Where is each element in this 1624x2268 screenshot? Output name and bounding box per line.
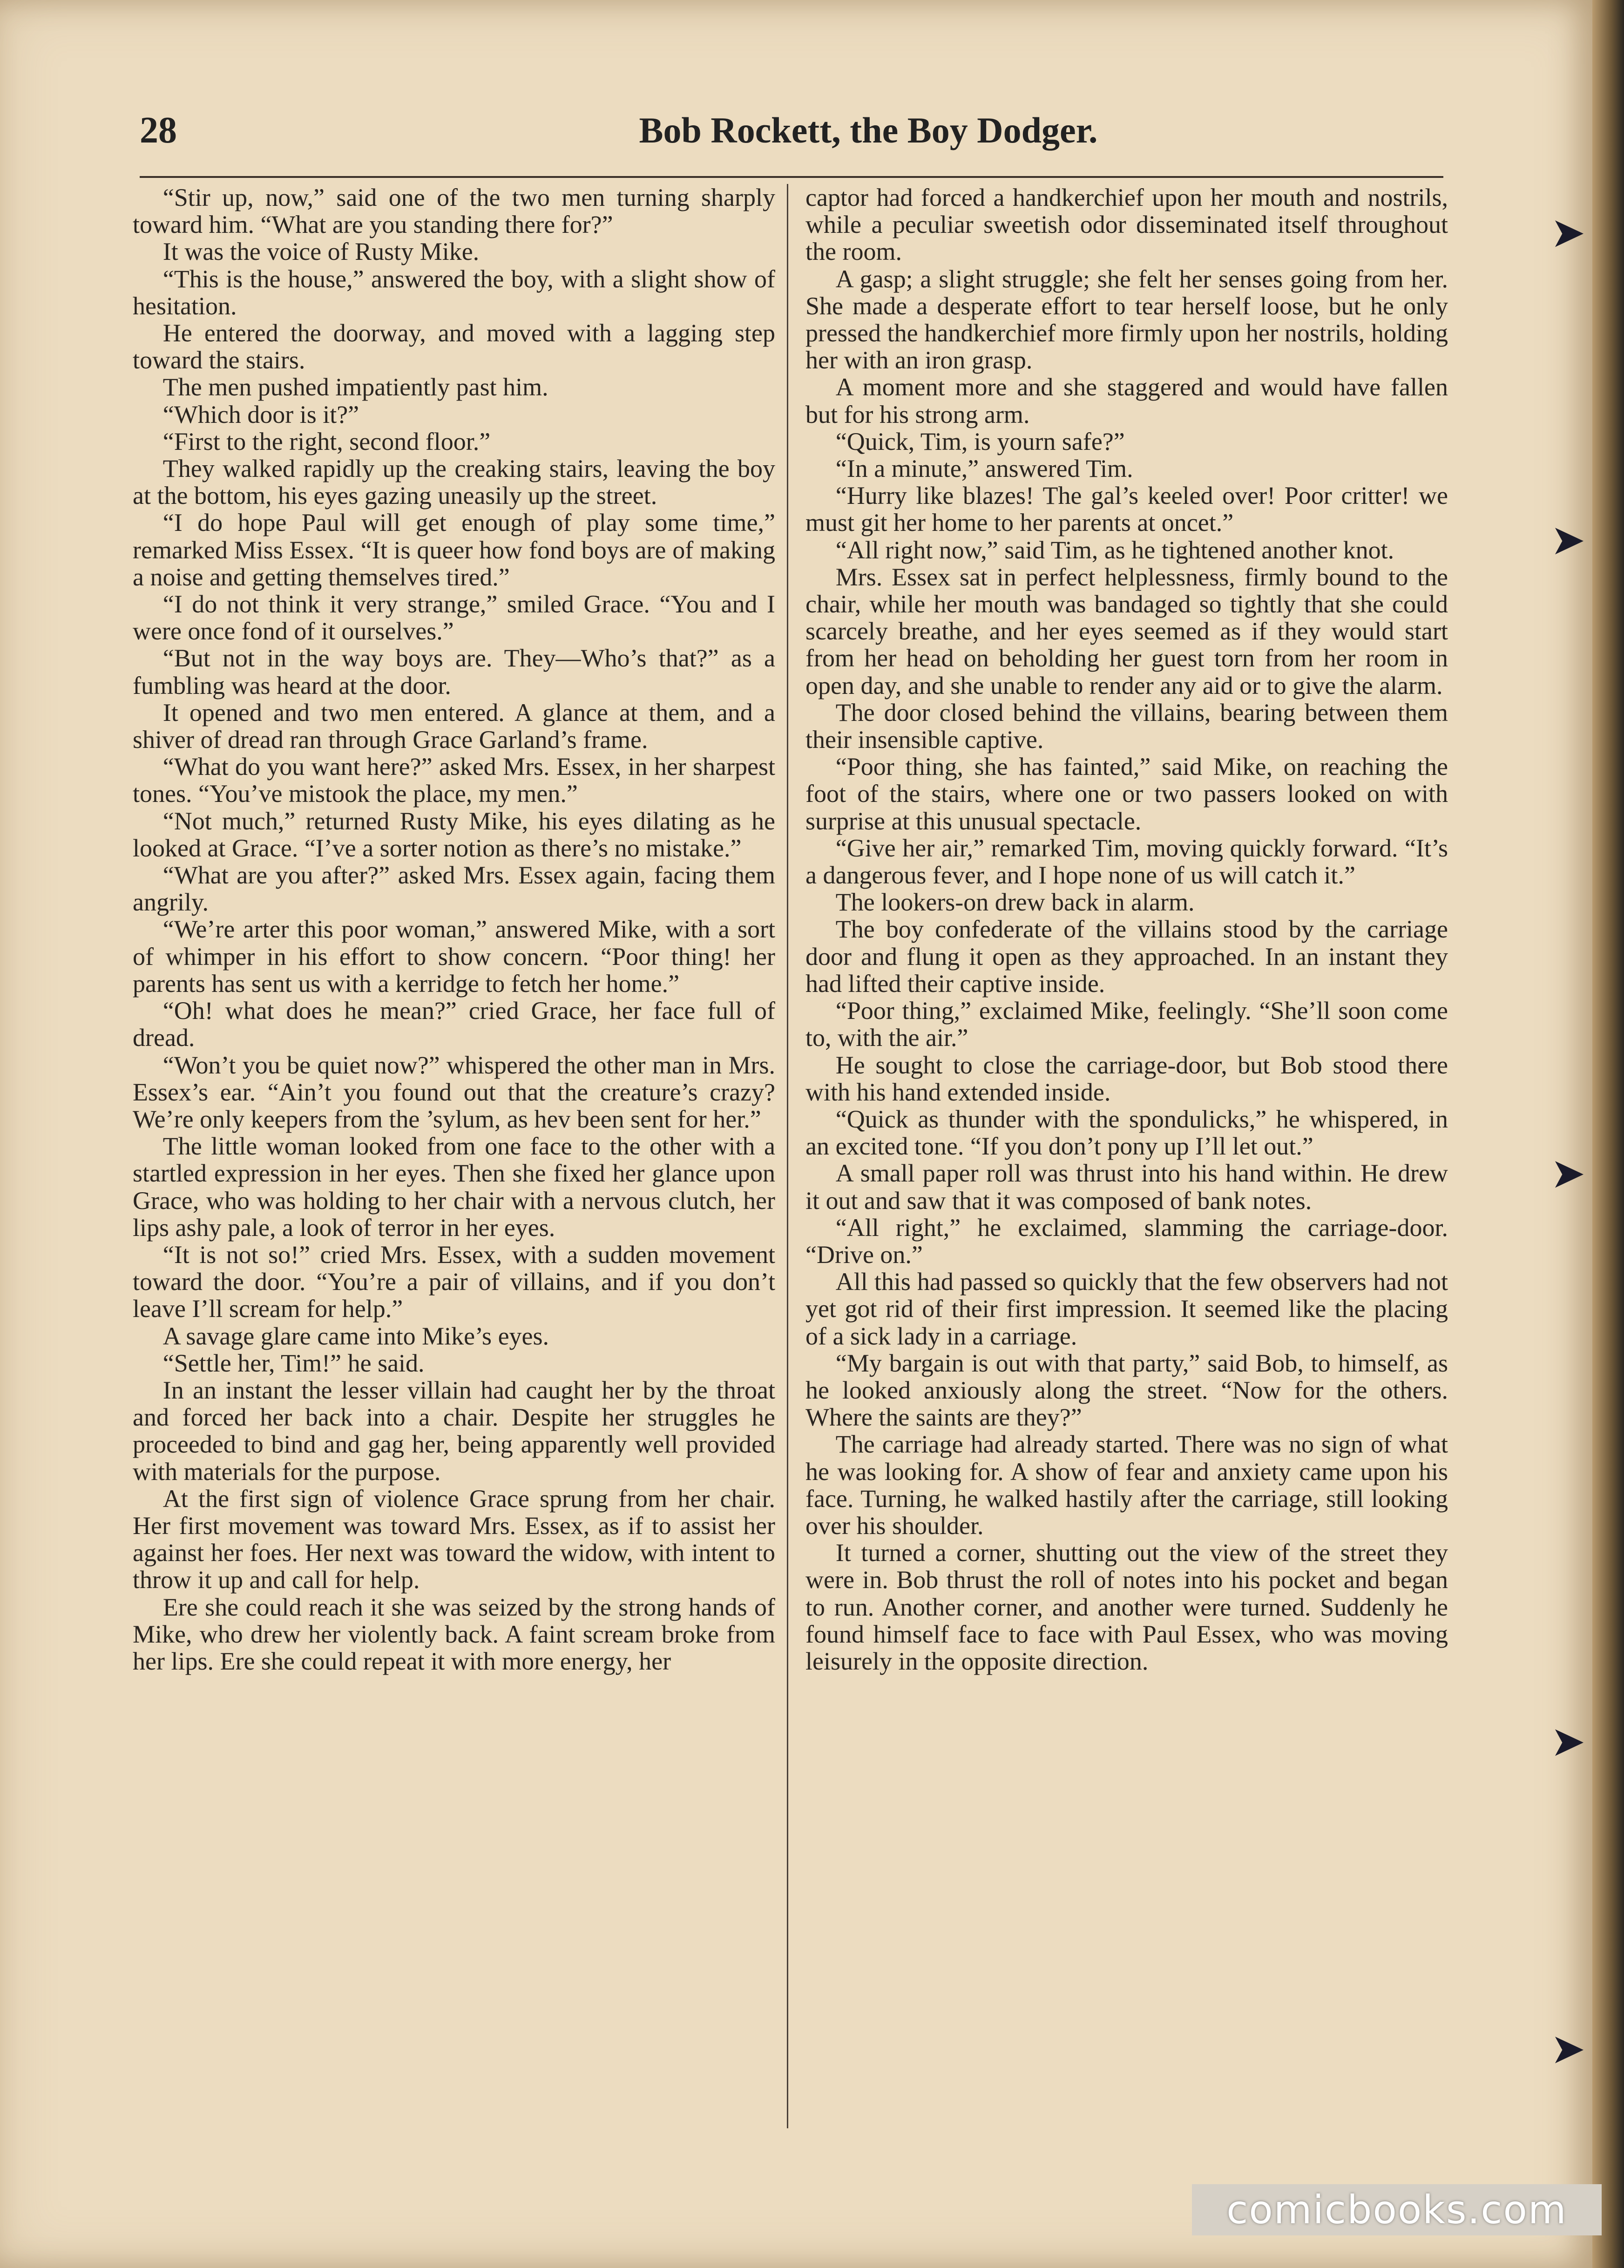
paragraph: It opened and two men entered. A glance at them, and a shiver of dread ran through Grace Garland’s frame. (133, 698, 775, 754)
paragraph: “Hurry like blazes! The gal’s keeled over! Poor critter! we must git her home to her parents at oncet.” (805, 482, 1448, 537)
page-number: 28 (140, 110, 177, 151)
paragraph: It turned a corner, shutting out the view of the street they were in. Bob thrust the roll of notes into his pocket and began to run. Another corner, and another were turned. Suddenly he found himself face to face with Paul Essex, who was moving leisurely in the opposite direction. (805, 1539, 1448, 1675)
paragraph: Mrs. Essex sat in perfect helplessness, firmly bound to the chair, while her mouth was bandaged so tightly that she could scarcely breathe, and her eyes seemed as if they would start from her head on beholding her guest torn from her room in open day, and she unable to render any aid or to give the alarm. (805, 563, 1448, 699)
paragraph: The little woman looked from one face to the other with a startled expression in her eyes. Then she fixed her glance upon Grace, who was holding to her chair with a nervous clutch, her lips ashy pale, a look of terror in her eyes. (133, 1132, 775, 1242)
paragraph: The carriage had already started. There was no sign of what he was looking for. A show of fear and anxiety came upon his face. Turning, he walked hastily after the carriage, still looking over his shoulder. (805, 1430, 1448, 1540)
paragraph: “Quick as thunder with the spondulicks,” he whispered, in an excited tone. “If you don’t pony up I’ll let out.” (805, 1105, 1448, 1161)
paragraph: They walked rapidly up the creaking stairs, leaving the boy at the bottom, his eyes gazing uneasily up the street. (133, 455, 775, 510)
paragraph: In an instant the lesser villain had caught her by the throat and forced her back into a chair. Despite her struggles he proceeded to bind and gag her, being apparently well provided with materials for the purpose. (133, 1376, 775, 1486)
column-divider (787, 184, 788, 2128)
paragraph: A gasp; a slight struggle; she felt her senses going from her. She made a desperate effort to tear herself loose, but he only pressed the handkerchief more firmly upon her nostrils, holding her with an iron grasp. (805, 265, 1448, 374)
paragraph: A savage glare came into Mike’s eyes. (162, 1322, 549, 1350)
paragraph: The lookers-on drew back in alarm. (835, 888, 1195, 917)
binding-stitch-icon: ➤ (1550, 208, 1586, 257)
paragraph: The boy confederate of the villains stood by the carriage door and flung it open as they approached. In an instant they had lifted their captive inside. (805, 915, 1448, 998)
paragraph: “What do you want here?” asked Mrs. Essex, in her sharpest tones. “You’ve mistook the place, my men.” (133, 753, 775, 808)
paragraph: A small paper roll was thrust into his hand within. He drew it out and saw that it was composed of bank notes. (805, 1159, 1448, 1215)
paragraph: “Stir up, now,” said one of the two men turning sharply toward him. “What are you standing there for?” (133, 183, 775, 239)
running-title: Bob Rockett, the Boy Dodger. (639, 110, 1098, 150)
left-column (133, 184, 775, 1675)
paragraph: A moment more and she staggered and would have fallen but for his strong arm. (805, 373, 1448, 428)
paragraph: “All right,” he exclaimed, slamming the carriage-door. “Drive on.” (805, 1213, 1448, 1269)
binding-spine (1592, 0, 1624, 2268)
paragraph: “What are you after?” asked Mrs. Essex again, facing them angrily. (133, 861, 775, 917)
paragraph: “First to the right, second floor.” (162, 427, 491, 455)
paragraph: “In a minute,” answered Tim. (835, 455, 1133, 483)
paragraph: “All right now,” said Tim, as he tightened another knot. (835, 536, 1394, 564)
paragraph: At the first sign of violence Grace sprung from her chair. Her first movement was toward Mrs. Essex, as if to assist her against her foes. Her next was toward the widow, with intent to throw it up and call for help. (133, 1484, 775, 1594)
paragraph: “Quick, Tim, is yourn safe?” (835, 427, 1125, 455)
paragraph: “My bargain is out with that party,” said Bob, to himself, as he looked anxiously along the street. “Now for the others. Where the saints are they?” (805, 1349, 1448, 1432)
running-header (140, 109, 1443, 170)
paragraph: It was the voice of Rusty Mike. (162, 238, 480, 266)
paragraph: “Poor thing, she has fainted,” said Mike, on reaching the foot of the stairs, where one or two passers looked on with surprise at this unusual spectacle. (805, 753, 1448, 835)
binding-stitch-icon: ➤ (1550, 516, 1586, 564)
watermark: comicbooks.com (1192, 2184, 1602, 2235)
paragraph: “I do not think it very strange,” smiled Grace. “You and I were once fond of it ourselves.” (133, 590, 775, 645)
header-rule (140, 176, 1443, 178)
paragraph: “This is the house,” answered the boy, with a slight show of hesitation. (133, 265, 775, 320)
binding-stitch-icon: ➤ (1550, 2024, 1586, 2073)
paragraph: “But not in the way boys are. They—Who’s that?” as a fumbling was heard at the door. (133, 644, 775, 699)
binding-stitch-icon: ➤ (1550, 1149, 1586, 1198)
right-column (805, 184, 1448, 1675)
paragraph: “Poor thing,” exclaimed Mike, feelingly. “She’ll soon come to, with the air.” (805, 997, 1448, 1052)
paragraph: Ere she could reach it she was seized by the strong hands of Mike, who drew her violently back. A faint scream broke from her lips. Ere she could repeat it with more energy, her (133, 1593, 775, 1675)
binding-stitch-icon: ➤ (1550, 1717, 1586, 1766)
paragraph: “Not much,” returned Rusty Mike, his eyes dilating as he looked at Grace. “I’ve a sorter notion as there’s no mistake.” (133, 807, 775, 862)
paragraph: “Settle her, Tim!” he said. (162, 1349, 425, 1377)
paragraph: He sought to close the carriage-door, but Bob stood there with his hand extended inside. (805, 1051, 1448, 1106)
paragraph: He entered the doorway, and moved with a lagging step toward the stairs. (133, 319, 775, 374)
paragraph: captor had forced a handkerchief upon her mouth and nostrils, while a peculiar sweetish odor disseminated itself throughout the room. (805, 183, 1448, 266)
paragraph: The men pushed impatiently past him. (162, 373, 548, 401)
paragraph: “Give her air,” remarked Tim, moving quickly forward. “It’s a dangerous fever, and I hope none of us will catch it.” (805, 834, 1448, 890)
paragraph: “We’re arter this poor woman,” answered Mike, with a sort of whimper in his effort to show concern. “Poor thing! her parents has sent us with a kerridge to fetch her home.” (133, 915, 775, 998)
paragraph: “Oh! what does he mean?” cried Grace, her face full of dread. (133, 997, 775, 1052)
paragraph: “Won’t you be quiet now?” whispered the other man in Mrs. Essex’s ear. “Ain’t you found out that the creature’s crazy? We’re only keepers from the ’sylum, as hev been sent for her.” (133, 1051, 775, 1133)
paragraph: “Which door is it?” (162, 400, 359, 428)
paragraph: “It is not so!” cried Mrs. Essex, with a sudden movement toward the door. “You’re a pair of villains, and if you don’t leave I’ll scream for help.” (133, 1240, 775, 1323)
paragraph: “I do hope Paul will get enough of play some time,” remarked Miss Essex. “It is queer how fond boys are of making a noise and getting themselves tired.” (133, 509, 775, 591)
paragraph: The door closed behind the villains, bearing between them their insensible captive. (805, 698, 1448, 754)
paragraph: All this had passed so quickly that the few observers had not yet got rid of their first impression. It seemed like the placing of a sick lady in a carriage. (805, 1268, 1448, 1350)
